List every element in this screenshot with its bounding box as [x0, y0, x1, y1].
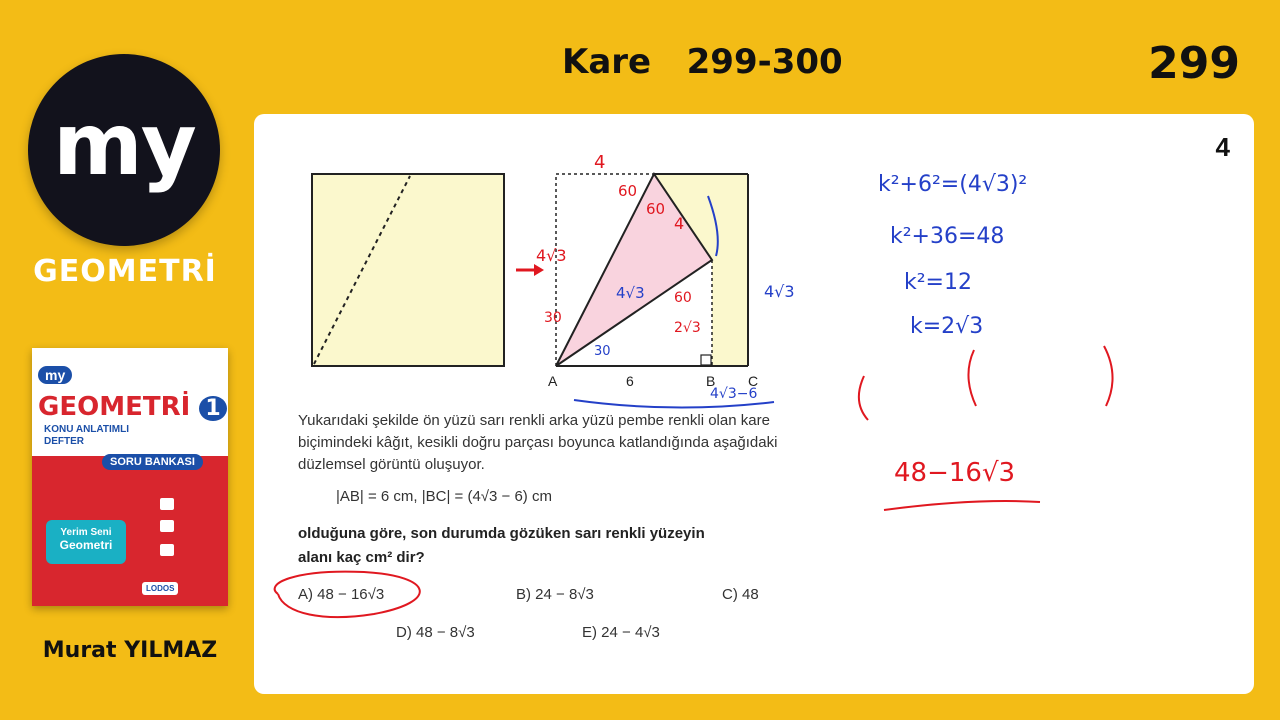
note-bottom: 4√3−6 [710, 386, 758, 402]
note-angle-top: 60 [618, 182, 638, 200]
book-title-number: 1 [199, 396, 226, 421]
option-e[interactable]: E) 24 − 4√3 [582, 624, 660, 641]
note-angle-b: 60 [674, 290, 692, 306]
right-angle-mark [701, 355, 711, 365]
question-number: 4 [1215, 132, 1230, 162]
option-b[interactable]: B) 24 − 8√3 [516, 586, 594, 603]
book-feature-osym-icon [160, 498, 178, 510]
question-prompt: olduğuna göre, son durumda gözüken sarı renkli yüzeyin alanı kaç cm² dir? [298, 525, 705, 566]
arrow-head-icon [534, 264, 544, 276]
note-side: 4 [674, 214, 685, 233]
work-eq1: k²+6²=(4√3)² [878, 172, 1028, 197]
original-square [312, 174, 504, 366]
note-top: 4 [594, 152, 606, 173]
label-ab: 6 [626, 373, 634, 389]
question-text: Yukarıdaki şekilde ön yüzü sarı renkli arka yüzü pembe renkli olan kare biçimindeki kâğıt, kesikli doğru parçası boyunca katlandığında aşağıdaki düzlemsel görüntü oluşuyor. [298, 412, 778, 473]
book-feature-pdf-icon [160, 520, 178, 532]
note-two-root: 2√3 [674, 320, 701, 336]
book-subtitle: KONU ANLATIMLI DEFTER [44, 424, 129, 447]
option-c[interactable]: C) 48 [722, 586, 759, 603]
figure [254, 114, 1254, 694]
book-title: GEOMETRİ 1 [38, 392, 227, 422]
note-angle-a: 30 [594, 344, 611, 359]
book-cover [32, 348, 228, 606]
note-left: 4√3 [536, 246, 567, 265]
book-publisher: LODOS [142, 582, 178, 595]
logo-text: my [53, 95, 195, 195]
work-eq4: k=2√3 [910, 314, 984, 339]
note-thirty: 30 [544, 310, 562, 326]
author-name: Murat YILMAZ [42, 638, 218, 663]
note-right-side: 4√3 [764, 282, 795, 301]
label-a: A [548, 373, 558, 389]
book-pill: SORU BANKASI [102, 454, 203, 470]
bracket-strokes [859, 346, 1113, 420]
label-c: C [748, 373, 759, 389]
result-underline [884, 501, 1040, 510]
page-title: Kare 299-300 [562, 42, 843, 82]
note-diag: 4√3 [616, 284, 645, 302]
option-a[interactable]: A) 48 − 16√3 [298, 586, 385, 603]
option-d[interactable]: D) 48 − 8√3 [396, 624, 475, 641]
work-eq2: k²+36=48 [890, 224, 1005, 249]
question-card [254, 114, 1254, 694]
logo [28, 54, 220, 246]
page-number: 299 [1148, 38, 1240, 89]
note-angle-mid: 60 [646, 200, 666, 218]
book-badge: my [38, 366, 72, 384]
work-eq3: k²=12 [904, 270, 972, 295]
question-given: |AB| = 6 cm, |BC| = (4√3 − 6) cm [336, 488, 552, 505]
label-b: B [706, 373, 716, 389]
book-bubble: Yerim Seni Geometri [46, 520, 126, 564]
work-result: 48−16√3 [894, 458, 1016, 488]
brand-name: GEOMETRİ [33, 254, 217, 289]
book-feature-youtube-icon [160, 544, 178, 556]
